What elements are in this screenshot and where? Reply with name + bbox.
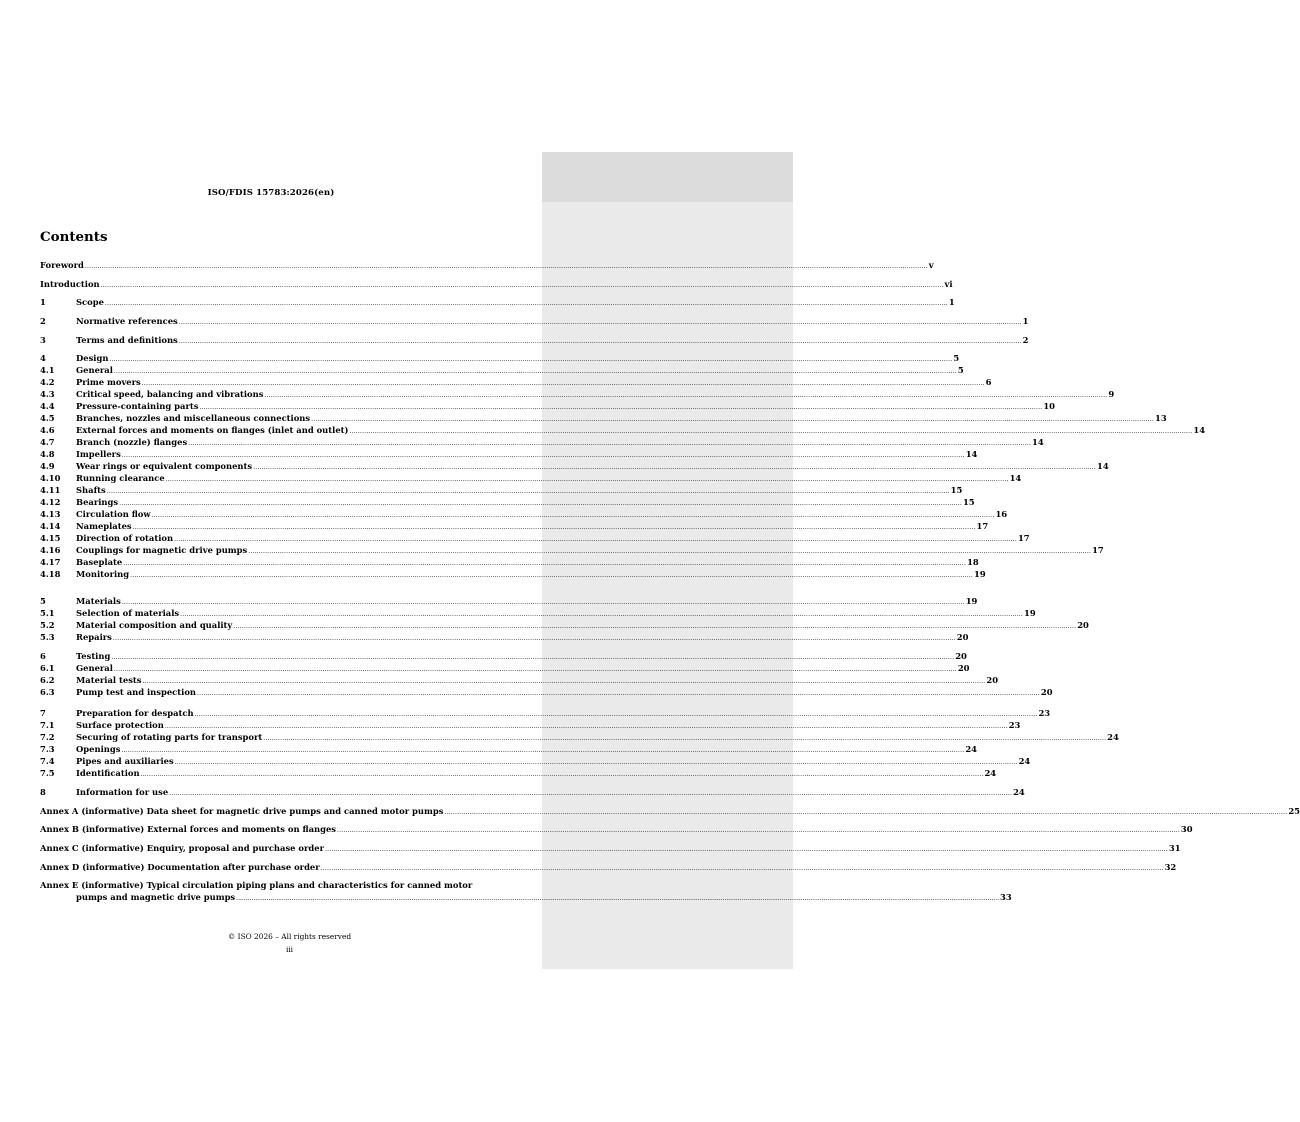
dot-leader: ................................................................................................................................................................................................................................................................................................................................................................................................................	[349, 428, 1193, 435]
toc-entry-number: 4	[40, 353, 46, 363]
toc-entry-page: 14	[1193, 425, 1206, 435]
toc-entry[interactable]	[40, 719, 1021, 731]
toc-entry-page: 20	[957, 663, 970, 673]
copyright-notice: © ISO 2026 – All rights reserved	[227, 932, 352, 941]
toc-entry-title: Direction of rotation	[76, 533, 174, 543]
toc-entry-title: Material composition and quality	[76, 620, 233, 630]
toc-entry-page: 24	[965, 744, 977, 754]
dot-leader: ................................................................................................................................................................................................................................................................................................................................................................................................................	[188, 440, 1032, 447]
toc-entry[interactable]	[40, 296, 955, 308]
toc-entry-number: 4.11	[40, 485, 61, 495]
toc-entry-page: 14	[1032, 437, 1044, 447]
document-id: ISO/FDIS 15783:2026(en)	[207, 188, 335, 198]
dot-leader: ................................................................................................................................................................................................................................................................................................................................................................................................................	[180, 611, 1024, 618]
toc-entry[interactable]	[40, 376, 992, 388]
dot-leader: ................................................................................................................................................................................................................................................................................................................................................................................................................	[130, 572, 974, 579]
toc-entry-number: 4.16	[40, 545, 61, 555]
toc-entry[interactable]	[40, 544, 1104, 556]
toc-entry[interactable]	[40, 532, 1030, 544]
dot-leader: ................................................................................................................................................................................................................................................................................................................................................................................................................	[123, 560, 967, 567]
dot-leader: ................................................................................................................................................................................................................................................................................................................................................................................................................	[121, 747, 965, 754]
toc-entry-page: 5	[953, 353, 960, 363]
toc-entry-number: 1	[40, 297, 46, 307]
toc-entry-page: 9	[1108, 389, 1115, 399]
toc-entry-number: 4.4	[40, 401, 55, 411]
toc-entry[interactable]	[40, 755, 1031, 767]
toc-entry-number: 4.6	[40, 425, 55, 435]
toc-entry-title: Design	[76, 353, 109, 363]
toc-entry[interactable]	[40, 436, 1044, 448]
toc-entry[interactable]	[40, 484, 963, 496]
dot-leader: ................................................................................................................................................................................................................................................................................................................................................................................................................	[325, 846, 1168, 853]
toc-entry-title: Prime movers	[76, 377, 141, 387]
toc-entry-title: Normative references	[76, 316, 178, 326]
toc-entry-title: Repairs	[76, 632, 112, 642]
toc-entry[interactable]	[40, 631, 969, 643]
toc-entry[interactable]	[40, 352, 960, 364]
toc-entry-page: 25	[1288, 806, 1300, 816]
toc-entry-page: 33	[1000, 892, 1012, 902]
toc-entry-title: Information for use	[76, 787, 169, 797]
toc-entry-number: 4.2	[40, 377, 55, 387]
toc-entry[interactable]	[40, 496, 975, 508]
toc-entry-title: Running clearance	[76, 473, 165, 483]
toc-entry-number: 7.5	[40, 768, 55, 778]
toc-entry-number: 7.1	[40, 720, 55, 730]
toc-entry-title: Preparation for despatch	[76, 708, 194, 718]
toc-entry-page: 2	[1022, 335, 1029, 345]
toc-entry-page: 14	[965, 449, 978, 459]
toc-entry-title: Circulation flow	[76, 509, 151, 519]
toc-entry[interactable]	[40, 315, 1029, 327]
toc-entry[interactable]	[40, 607, 1036, 619]
toc-entry[interactable]	[40, 400, 1055, 412]
toc-entry-number: 6.2	[40, 675, 55, 685]
toc-entry-number: 4.8	[40, 449, 55, 459]
toc-entry-page: 19	[965, 596, 978, 606]
toc-entry-title: Annex E (informative) Typical circulation piping plans and characteristics for canned motor	[40, 880, 473, 890]
dot-leader: ................................................................................................................................................................................................................................................................................................................................................................................................................	[121, 452, 965, 459]
toc-entry[interactable]	[40, 674, 999, 686]
toc-entry-page: v	[928, 260, 934, 270]
toc-entry[interactable]	[40, 595, 978, 607]
dot-leader: ................................................................................................................................................................................................................................................................................................................................................................................................................	[112, 635, 956, 642]
dot-leader: ................................................................................................................................................................................................................................................................................................................................................................................................................	[444, 809, 1288, 816]
toc-entry-number: 7.2	[40, 732, 55, 742]
toc-entry-title: Wear rings or equivalent components	[76, 461, 253, 471]
toc-entry-page: 18	[967, 557, 979, 567]
toc-entry-number: 6	[40, 651, 46, 661]
toc-entry-page: 19	[1024, 608, 1036, 618]
toc-entry-title: Securing of rotating parts for transport	[76, 732, 263, 742]
toc-entry-title: Impellers	[76, 449, 121, 459]
toc-entry-page: 14	[1009, 473, 1022, 483]
toc-entry-page: 19	[974, 569, 986, 579]
toc-entry-number: 4.12	[40, 497, 61, 507]
dot-leader: ................................................................................................................................................................................................................................................................................................................................................................................................................	[236, 895, 1000, 902]
toc-entry-title: Selection of materials	[76, 608, 180, 618]
toc-entry-number: 4.1	[40, 365, 55, 375]
dot-leader: ................................................................................................................................................................................................................................................................................................................................................................................................................	[337, 827, 1180, 834]
toc-entry-page: 14	[1097, 461, 1109, 471]
toc-entry-page: 20	[1077, 620, 1089, 630]
toc-entry[interactable]	[40, 686, 1053, 698]
toc-entry[interactable]	[40, 278, 953, 290]
dot-leader: ................................................................................................................................................................................................................................................................................................................................................................................................................	[111, 654, 955, 661]
toc-entry-number: 2	[40, 316, 46, 326]
toc-entry-page: 17	[1092, 545, 1104, 555]
toc-entry-title: External forces and moments on flanges (inlet and outlet)	[76, 425, 349, 435]
toc-entry-number: 3	[40, 335, 46, 345]
toc-entry-title: Branch (nozzle) flanges	[76, 437, 188, 447]
toc-entry-number: 4.9	[40, 461, 55, 471]
toc-entry-title: Material tests	[76, 675, 142, 685]
dot-leader: ................................................................................................................................................................................................................................................................................................................................................................................................................	[142, 678, 986, 685]
toc-entry-number: 4.5	[40, 413, 55, 423]
toc-entry-number: 6.3	[40, 687, 55, 697]
dot-leader: ................................................................................................................................................................................................................................................................................................................................................................................................................	[174, 759, 1018, 766]
dot-leader: ................................................................................................................................................................................................................................................................................................................................................................................................................	[178, 338, 1022, 345]
toc-entry-page: 17	[976, 521, 989, 531]
dot-leader: ................................................................................................................................................................................................................................................................................................................................................................................................................	[263, 735, 1107, 742]
toc-entry[interactable]	[40, 707, 1051, 719]
toc-entry-page: 32	[1164, 862, 1177, 872]
toc-entry-page: 16	[995, 509, 1008, 519]
toc-entry-title: Pump test and inspection	[76, 687, 196, 697]
dot-leader: ................................................................................................................................................................................................................................................................................................................................................................................................................	[174, 536, 1017, 543]
toc-entry-number: 4.3	[40, 389, 55, 399]
toc-entry-title: Scope	[76, 297, 104, 307]
toc-entry-number: 4.18	[40, 569, 61, 579]
dot-leader: ................................................................................................................................................................................................................................................................................................................................................................................................................	[248, 548, 1092, 555]
toc-entry-number: 4.7	[40, 437, 55, 447]
toc-entry[interactable]	[40, 823, 1193, 835]
toc-entry-title: Surface protection	[76, 720, 164, 730]
toc-entry-title: Foreword	[40, 260, 84, 270]
toc-entry-page: 31	[1168, 843, 1181, 853]
toc-entry-number: 4.17	[40, 557, 61, 567]
toc-entry-page: vi	[944, 279, 953, 289]
dot-leader: ................................................................................................................................................................................................................................................................................................................................................................................................................	[197, 690, 1040, 697]
dot-leader: ................................................................................................................................................................................................................................................................................................................................................................................................................	[233, 623, 1077, 630]
toc-entry[interactable]	[40, 619, 1089, 631]
dot-leader: ................................................................................................................................................................................................................................................................................................................................................................................................................	[140, 771, 984, 778]
toc-entry-page: 5	[957, 365, 964, 375]
dot-leader: ................................................................................................................................................................................................................................................................................................................................................................................................................	[169, 790, 1013, 797]
toc-entry[interactable]	[40, 259, 934, 271]
dot-leader: ................................................................................................................................................................................................................................................................................................................................................................................................................	[84, 263, 928, 270]
toc-entry-number: 6.1	[40, 663, 55, 673]
toc-entry[interactable]	[40, 472, 1022, 484]
toc-entry-number: 4.14	[40, 521, 61, 531]
toc-entry-title: Annex B (informative) External forces and moments on flanges	[40, 824, 337, 834]
toc-entry-page: 24	[1107, 732, 1119, 742]
toc-entry[interactable]	[40, 508, 1008, 520]
toc-entry-title: Couplings for magnetic drive pumps	[76, 545, 248, 555]
toc-entry[interactable]	[40, 568, 986, 580]
dot-leader: ................................................................................................................................................................................................................................................................................................................................................................................................................	[311, 416, 1155, 423]
toc-entry-page: 20	[956, 632, 969, 642]
toc-entry-number: 7.3	[40, 744, 55, 754]
toc-entry-annex-e[interactable]	[40, 879, 1012, 902]
toc-entry-title: Pressure-containing parts	[76, 401, 199, 411]
dot-leader: ................................................................................................................................................................................................................................................................................................................................................................................................................	[194, 711, 1038, 718]
toc-entry[interactable]	[40, 731, 1119, 743]
toc-entry[interactable]	[40, 743, 977, 755]
toc-entry-title: Annex C (informative) Enquiry, proposal and purchase order	[40, 843, 324, 853]
toc-entry-page: 30	[1180, 824, 1193, 834]
toc-entry[interactable]	[40, 388, 1115, 400]
toc-entry-page: 20	[986, 675, 999, 685]
toc-entry-page: 6	[985, 377, 992, 387]
dot-leader: ................................................................................................................................................................................................................................................................................................................................................................................................................	[199, 404, 1043, 411]
toc-entry-title: Annex D (informative) Documentation after purchase order	[40, 862, 320, 872]
toc-entry-title: Branches, nozzles and miscellaneous connections	[76, 413, 311, 423]
toc-entry[interactable]	[40, 662, 970, 674]
toc-entry-page: 15	[962, 497, 975, 507]
toc-entry-number: 7.4	[40, 756, 55, 766]
contents-heading: Contents	[40, 229, 108, 245]
toc-entry-title: Testing	[76, 651, 111, 661]
toc-entry-title: Pipes and auxiliaries	[76, 756, 174, 766]
toc-entry-page: 24	[1013, 787, 1025, 797]
dot-leader: ................................................................................................................................................................................................................................................................................................................................................................................................................	[165, 476, 1009, 483]
toc-entry[interactable]	[40, 460, 1109, 472]
toc-entry-title: Bearings	[76, 497, 119, 507]
toc-entry-number: 4.10	[40, 473, 61, 483]
toc-entry[interactable]	[40, 786, 1025, 798]
dot-leader: ................................................................................................................................................................................................................................................................................................................................................................................................................	[141, 380, 985, 387]
toc-entry-page: 23	[1008, 720, 1021, 730]
toc-entry-page: 15	[950, 485, 963, 495]
toc-entry-page: 24	[984, 768, 997, 778]
toc-entry[interactable]	[40, 424, 1206, 436]
toc-entry-title: Materials	[76, 596, 121, 606]
toc-entry-page: 17	[1017, 533, 1030, 543]
dot-leader: ................................................................................................................................................................................................................................................................................................................................................................................................................	[104, 300, 948, 307]
toc-entry[interactable]	[40, 334, 1029, 346]
toc-entry-number: 5.1	[40, 608, 55, 618]
dot-leader: ................................................................................................................................................................................................................................................................................................................................................................................................................	[178, 319, 1022, 326]
toc-entry-number: 5.2	[40, 620, 55, 630]
toc-entry-title: Identification	[76, 768, 140, 778]
dot-leader: ................................................................................................................................................................................................................................................................................................................................................................................................................	[132, 524, 976, 531]
toc-entry[interactable]	[40, 520, 989, 532]
toc-entry-title-continued: pumps and magnetic drive pumps	[76, 892, 236, 902]
dot-leader: ................................................................................................................................................................................................................................................................................................................................................................................................................	[106, 488, 950, 495]
toc-entry-page: 20	[955, 651, 967, 661]
toc-entry-page: 1	[1022, 316, 1029, 326]
toc-entry[interactable]	[40, 650, 967, 662]
toc-entry-title: Terms and definitions	[76, 335, 178, 345]
toc-entry-number: 8	[40, 787, 46, 797]
dot-leader: ................................................................................................................................................................................................................................................................................................................................................................................................................	[164, 723, 1008, 730]
toc-entry-title: General	[76, 365, 113, 375]
toc-entry-number: 5	[40, 596, 46, 606]
toc-entry-page: 1	[948, 297, 955, 307]
dot-leader: ................................................................................................................................................................................................................................................................................................................................................................................................................	[151, 512, 995, 519]
dot-leader: ................................................................................................................................................................................................................................................................................................................................................................................................................	[109, 356, 953, 363]
toc-entry[interactable]	[40, 412, 1167, 424]
toc-entry-title: Annex A (informative) Data sheet for magnetic drive pumps and canned motor pumps	[40, 806, 444, 816]
toc-entry-page: 10	[1043, 401, 1055, 411]
toc-entry-title: Shafts	[76, 485, 106, 495]
toc-entry[interactable]	[40, 556, 979, 568]
toc-entry-number: 4.15	[40, 533, 61, 543]
toc-entry[interactable]	[40, 861, 1177, 873]
dot-leader: ................................................................................................................................................................................................................................................................................................................................................................................................................	[113, 666, 957, 673]
toc-entry-title: Introduction	[40, 279, 100, 289]
dot-leader: ................................................................................................................................................................................................................................................................................................................................................................................................................	[119, 500, 962, 507]
toc-entry-title: Nameplates	[76, 521, 132, 531]
dot-leader: ................................................................................................................................................................................................................................................................................................................................................................................................................	[113, 368, 957, 375]
dot-leader: ................................................................................................................................................................................................................................................................................................................................................................................................................	[100, 282, 944, 289]
toc-entry-page: 20	[1040, 687, 1053, 697]
toc-entry-title: Openings	[76, 744, 121, 754]
toc-entry-title: Monitoring	[76, 569, 130, 579]
toc-entry-number: 5.3	[40, 632, 55, 642]
toc-entry-number: 7	[40, 708, 46, 718]
page-number: iii	[285, 945, 294, 954]
toc-entry[interactable]	[40, 448, 978, 460]
toc-entry[interactable]	[40, 767, 997, 779]
dot-leader: ................................................................................................................................................................................................................................................................................................................................................................................................................	[264, 392, 1108, 399]
toc-entry[interactable]	[40, 364, 964, 376]
dot-leader: ................................................................................................................................................................................................................................................................................................................................................................................................................	[253, 464, 1096, 471]
toc-entry-page: 24	[1018, 756, 1031, 766]
toc-entry[interactable]	[40, 842, 1181, 854]
comment-pane-header	[542, 152, 793, 202]
dot-leader: ................................................................................................................................................................................................................................................................................................................................................................................................................	[320, 865, 1164, 872]
toc-entry-page: 23	[1038, 708, 1051, 718]
toc-entry-title: Critical speed, balancing and vibrations	[76, 389, 264, 399]
dot-leader: ................................................................................................................................................................................................................................................................................................................................................................................................................	[121, 599, 965, 606]
toc-entry[interactable]	[40, 805, 1300, 817]
toc-entry-page: 13	[1155, 413, 1167, 423]
toc-entry-number: 4.13	[40, 509, 61, 519]
toc-entry-title: General	[76, 663, 113, 673]
toc-entry-title: Baseplate	[76, 557, 123, 567]
